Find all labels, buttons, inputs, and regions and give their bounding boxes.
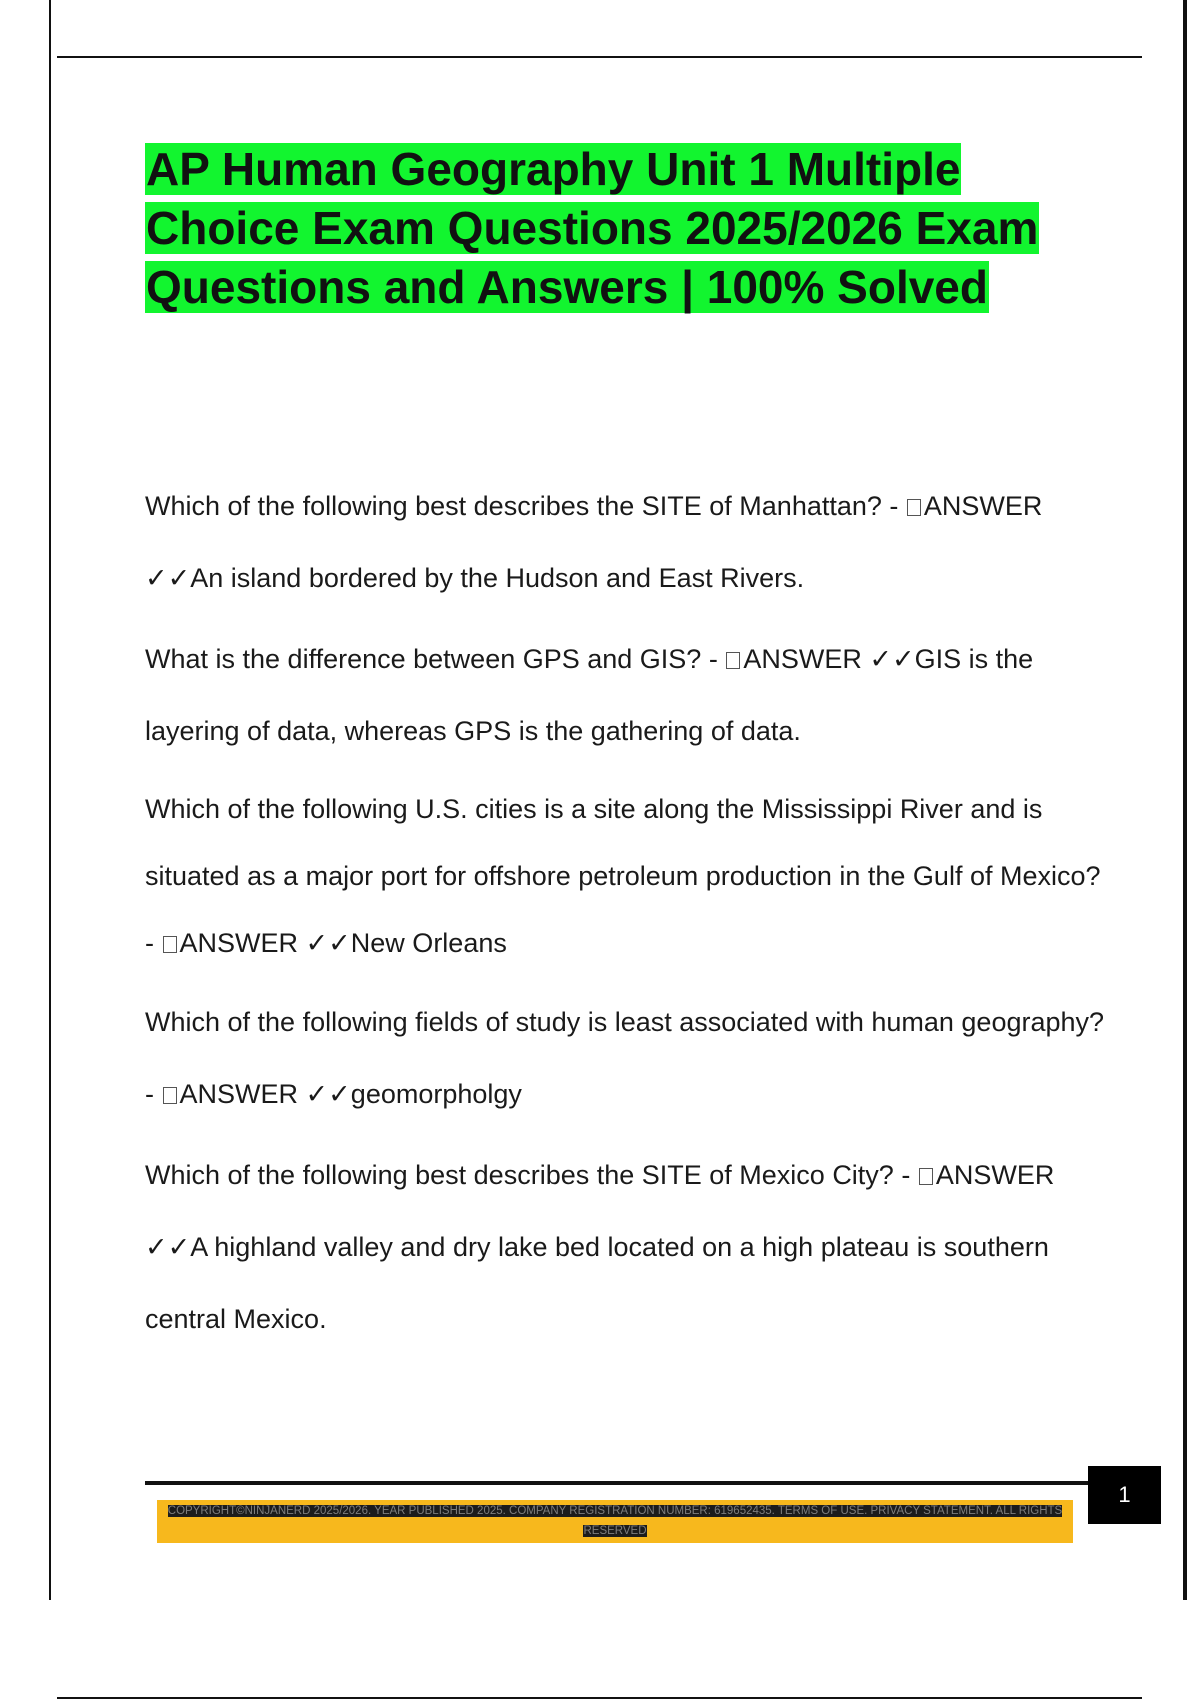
- answer-text: A highland valley and dry lake bed located on a high plateau is southern central Mexico.: [145, 1232, 1049, 1334]
- check-marks: ✓✓: [305, 1079, 351, 1109]
- copyright-band: [157, 1500, 1073, 1543]
- missing-glyph-icon: [907, 499, 921, 516]
- check-marks: ✓✓: [145, 563, 191, 593]
- missing-glyph-icon: [163, 936, 177, 953]
- question-text: Which of the following best describes the SITE of Manhattan? -: [145, 491, 899, 521]
- answer-label: ANSWER: [179, 928, 299, 958]
- next-page-rule: [57, 1697, 1142, 1699]
- copyright-text: COPYRIGHT©NINJANERD 2025/2026. YEAR PUBLISHED 2025. COMPANY REGISTRATION NUMBER: 619652435. TERMS OF USE. PRIVACY STATEMENT. ALL RIGHTS RESERVED: [167, 1505, 1063, 1537]
- header-rule: [57, 56, 1142, 58]
- answer-label: ANSWER: [743, 644, 862, 674]
- answer-label: ANSWER: [923, 491, 1043, 521]
- answer-text: geomorpholgy: [350, 1079, 522, 1109]
- qa-list: [145, 470, 1105, 1364]
- missing-glyph-icon: [919, 1168, 933, 1185]
- answer-text: GIS is the layering of data, whereas GPS is the gathering of data.: [145, 644, 1034, 746]
- document-title-text: AP Human Geography Unit 1 Multiple Choice Exam Questions 2025/2026 Exam Questions and Answers | 100% Solved: [146, 143, 1039, 313]
- qa-item: [145, 776, 1105, 977]
- question-text: Which of the following U.S. cities is a site along the Mississippi River and is situated as a major port for offshore petroleum production in the Gulf of Mexico? -: [145, 794, 1101, 958]
- answer-text: An island bordered by the Hudson and East Rivers.: [190, 563, 805, 593]
- document-title: [145, 140, 1105, 317]
- check-marks: ✓✓: [145, 1232, 191, 1262]
- question-text: Which of the following best describes the SITE of Mexico City? -: [145, 1160, 911, 1190]
- footer-rule: [145, 1481, 1089, 1485]
- qa-item: [145, 623, 1105, 767]
- qa-item: [145, 986, 1105, 1130]
- check-marks: ✓✓: [869, 644, 915, 674]
- check-marks: ✓✓: [305, 928, 351, 958]
- qa-item: [145, 470, 1105, 614]
- answer-text: New Orleans: [350, 928, 507, 958]
- answer-label: ANSWER: [179, 1079, 299, 1109]
- missing-glyph-icon: [163, 1087, 177, 1104]
- page-border-left: [49, 0, 51, 1600]
- answer-label: ANSWER: [935, 1160, 1055, 1190]
- qa-item: [145, 1139, 1105, 1355]
- question-text: What is the difference between GPS and GIS? -: [145, 644, 718, 674]
- page-number: 1: [1088, 1466, 1161, 1524]
- question-text: Which of the following fields of study is least associated with human geography? -: [145, 1007, 1105, 1109]
- missing-glyph-icon: [726, 652, 740, 669]
- page-border-right: [1183, 0, 1187, 1600]
